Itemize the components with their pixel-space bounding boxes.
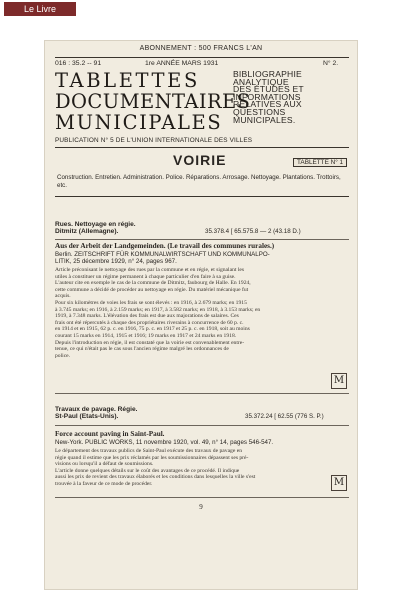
entry-code: 35.378.4 [ 65.575.8 — 2 (43.18 D.): [205, 228, 301, 235]
body-line: 1919, à 7.348 marks. L'élévation des frais est due aux majorations de salaires. Ces: [55, 313, 239, 320]
issue-ref: 016 : 35.2 -- 91: [55, 60, 102, 67]
side-line: MUNICIPALES.: [233, 114, 296, 125]
issue-number: N° 2.: [323, 60, 339, 67]
entry-heading: Aus der Arbeit der Landgemeinden. (Le travail des communes rurales.): [55, 242, 275, 250]
entry-code: LITIK, 25 décembre 1929, n° 24, pages 967.: [55, 258, 177, 265]
masthead-title-2: DOCUMENTAIRES: [55, 90, 251, 113]
side-line: ANALYTIQUE: [233, 76, 289, 87]
entry-place: Ditmitz (Allemagne).: [55, 228, 119, 235]
top-rule: [55, 57, 349, 58]
document-page: [44, 40, 358, 590]
publisher-line: PUBLICATION N° 5 DE L'UNION INTERNATIONALE DES VILLES: [55, 137, 253, 144]
side-line: RELATIVES AUX: [233, 99, 302, 110]
body-line: en 1914 et en 1915, 62 p. c. en 1916, 75 p. c. en 1917 et 25 p. c. en 1918, soit au moins: [55, 326, 250, 333]
entry-2: [55, 242, 349, 359]
subscription-line: ABONNEMENT : 500 FRANCS L'AN: [139, 45, 263, 52]
body-line: L'article donne quelques détails sur le coût des avantages de ce procédé. Il indique: [55, 467, 240, 474]
body-line: L'auteur cite en exemple le cas de la commune de Ditmitz, faubourg de Halle. En 1924,: [55, 280, 251, 287]
side-line: DES ÉTUDES ET: [233, 84, 304, 95]
entry-1: [55, 221, 349, 236]
entry-3: [55, 406, 349, 421]
body-line: courant 15 marks en 1914, 1915 et 1916; 19 marks en 1917 et 24 marks en 1918.: [55, 332, 237, 339]
section-box: [55, 150, 349, 197]
entry-divider: [55, 239, 349, 240]
library-stamp: M: [331, 475, 347, 491]
entry-place: New-York. PUBLIC WORKS, 11 novembre 1920, vol. 49, n° 14, pages 546-547.: [55, 439, 274, 446]
body-line: Depuis l'introduction en régie, il est constaté que la voirie est convenablement entre-: [55, 339, 245, 346]
body-line: acquis.: [55, 293, 71, 300]
library-stamp: M: [331, 373, 347, 389]
entry-divider: [55, 393, 349, 394]
masthead-title-3: MUNICIPALES: [55, 111, 223, 134]
masthead-side: [233, 71, 355, 124]
entry-place: Berlin. ZEITSCHRIFT FÜR KOMMUNALWIRTSCHAFT UND KOMMUNALPO-: [55, 251, 270, 258]
body-line: tenue, ce qui n'était pas le cas sous l'ancien régime malgré les ordonnances de: [55, 346, 229, 353]
body-line: cette commune a décidé de procéder au nettoyage en régie. Du matériel mécanique fut: [55, 286, 249, 293]
body-line: Le département des travaux publics de Saint-Paul exécute des travaux de pavage en: [55, 448, 243, 454]
entry-divider: [55, 497, 349, 498]
side-line: BIBLIOGRAPHIE: [233, 69, 302, 79]
entry-heading: Travaux de pavage. Régie.: [55, 406, 138, 413]
page-number: 9: [199, 503, 203, 511]
entry-divider: [55, 425, 349, 426]
site-logo[interactable]: Le Livre: [4, 2, 76, 16]
entry-place: St-Paul (Etats-Unis).: [55, 413, 119, 420]
body-line: utiles à constituer un régime permanent à chaque particulier d'en faire à sa guise.: [55, 273, 236, 280]
body-line: Article préconisant le nettoyage des rues par la commune et en régie, et signalant les: [55, 267, 245, 273]
side-line: INFORMATIONS: [233, 91, 301, 102]
masthead-title-1: TABLETTES: [55, 69, 200, 92]
section-title: VOIRIE: [173, 152, 227, 168]
body-line: à 3.745 marks; en 1916, à 2.159 marks; en 1917, à 3.582 marks; en 1918, à 3.153 marks; en: [55, 306, 261, 313]
body-line: visions ou lorsqu'il a défaut de soumissions.: [55, 461, 154, 468]
entry-heading: Rues. Nettoyage en régie.: [55, 221, 136, 228]
entry-4: [55, 430, 349, 488]
body-line: frais ont été répercutés à chaque des propriétaires riverains à concurrence de 60 p. c.: [55, 319, 244, 326]
entry-body: [55, 448, 349, 488]
body-line: régie quand il estime que les prix réclamés par les soumissionnaires dépassent ses pré-: [55, 454, 249, 461]
entry-code: 35.372.24 [ 62.55 (776 S. P.): [245, 413, 324, 420]
entry-body: [55, 267, 349, 359]
tablette-label: TABLETTE N° 1: [293, 158, 347, 167]
masthead-rule: [55, 147, 349, 148]
body-line: trouvée à la faveur de ce mode de procéder.: [55, 480, 153, 487]
body-line: police.: [55, 352, 71, 359]
body-line: aussi les prix de revient des travaux élaborés et les conditions dans lesquelles la ville s'est: [55, 474, 256, 481]
entry-heading: Force account paving in Saint-Paul.: [55, 430, 165, 438]
section-topics: Construction. Entretien. Administration. Police. Réparations. Arrosage. Nettoyage. Plantations. Trottoirs, etc.: [57, 174, 341, 189]
issue-date: 1re ANNÉE MARS 1931: [145, 60, 219, 67]
side-line: QUESTIONS: [233, 106, 286, 117]
body-line: Pour six kilomètres de voies les frais se sont élevés : en 1916, à 2.679 marks; en 1915: [55, 299, 247, 306]
